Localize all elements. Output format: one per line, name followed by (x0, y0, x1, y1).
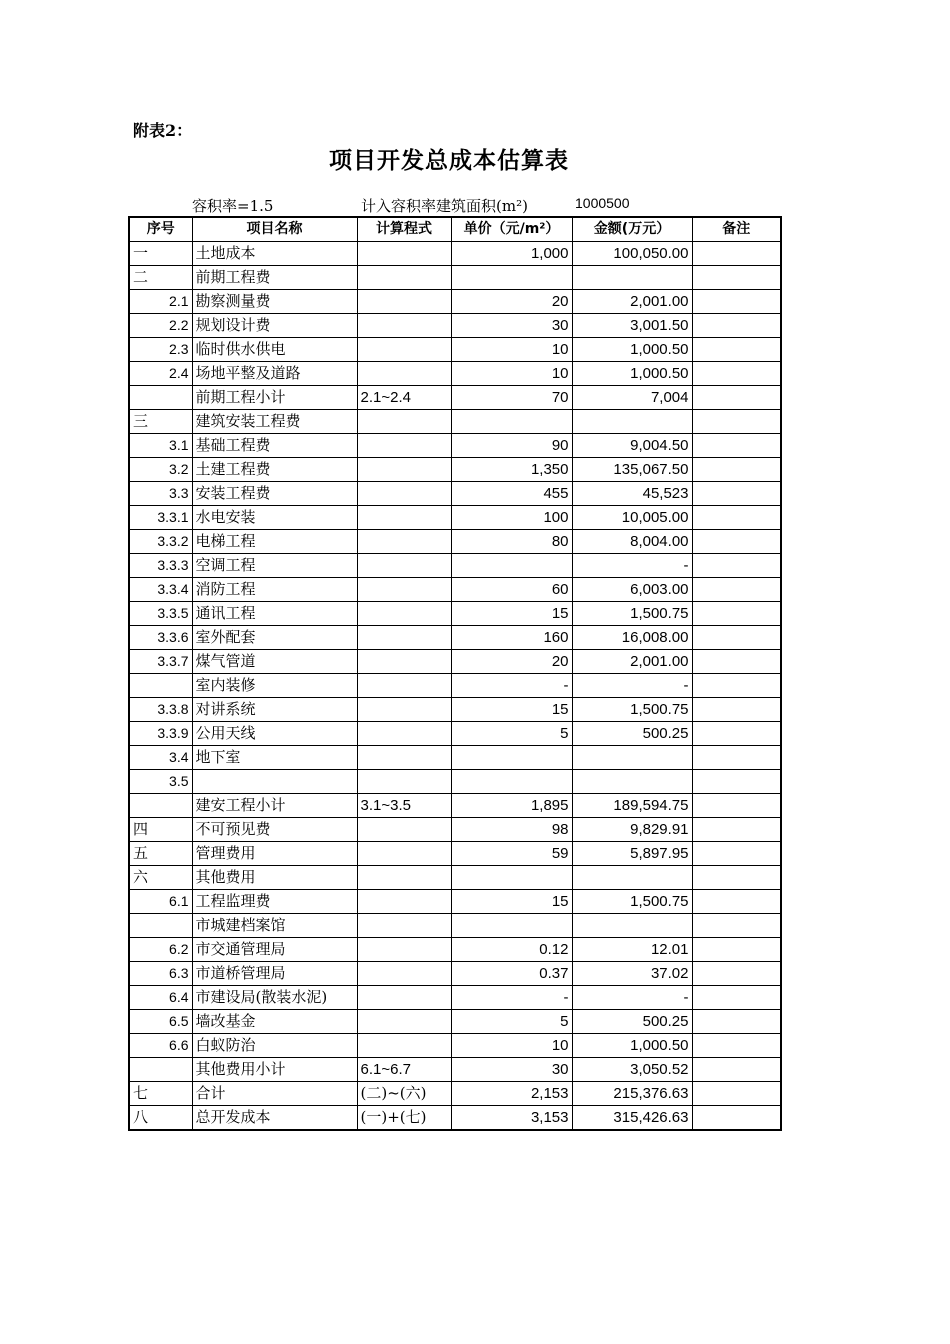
cell-formula (357, 986, 451, 1010)
cell-note (692, 722, 781, 746)
table-row (129, 866, 781, 890)
cell-name: 市道桥管理局 (192, 962, 357, 986)
cell-note (692, 482, 781, 506)
cell-formula (357, 290, 451, 314)
cell-amount: 1,000.50 (572, 338, 692, 362)
cell-note (692, 890, 781, 914)
cell-unit-price: 5 (451, 722, 572, 746)
cell-amount: 315,426.63 (572, 1106, 692, 1131)
table-row (129, 770, 781, 794)
cell-note (692, 266, 781, 290)
table-row (129, 410, 781, 434)
cell-note (692, 746, 781, 770)
cell-name: 公用天线 (192, 722, 357, 746)
cell-unit-price: 100 (451, 506, 572, 530)
cell-seq: 3.3.1 (129, 506, 192, 530)
cell-formula: 3.1~3.5 (357, 794, 451, 818)
cell-note (692, 1010, 781, 1034)
cell-seq: 3.3.6 (129, 626, 192, 650)
cell-amount (572, 746, 692, 770)
cell-name: 前期工程费 (192, 266, 357, 290)
cell-unit-price: 90 (451, 434, 572, 458)
cell-name: 市交通管理局 (192, 938, 357, 962)
cell-name: 前期工程小计 (192, 386, 357, 410)
cell-name: 建安工程小计 (192, 794, 357, 818)
cell-name: 安装工程费 (192, 482, 357, 506)
table-row (129, 266, 781, 290)
page-title: 项目开发总成本估算表 (329, 147, 569, 174)
cell-amount: 1,000.50 (572, 362, 692, 386)
cell-note (692, 314, 781, 338)
cell-formula (357, 1010, 451, 1034)
cell-formula (357, 914, 451, 938)
cell-name: 墙改基金 (192, 1010, 357, 1034)
cell-seq: 七 (129, 1082, 192, 1106)
header-unit-price: 单价（元/m²） (451, 217, 572, 242)
cell-unit-price: 15 (451, 890, 572, 914)
cell-name: 规划设计费 (192, 314, 357, 338)
cell-note (692, 554, 781, 578)
table-row (129, 578, 781, 602)
cell-amount: 45,523 (572, 482, 692, 506)
cell-amount: - (572, 554, 692, 578)
appendix-label: 附表2： (133, 121, 193, 140)
cell-unit-price: 1,895 (451, 794, 572, 818)
cell-unit-price: 98 (451, 818, 572, 842)
cell-note (692, 1058, 781, 1082)
cell-unit-price: 59 (451, 842, 572, 866)
cell-seq: 3.3.3 (129, 554, 192, 578)
cell-formula (357, 770, 451, 794)
cell-unit-price: 30 (451, 1058, 572, 1082)
cell-seq: 3.3.5 (129, 602, 192, 626)
cell-formula (357, 866, 451, 890)
cell-unit-price: 70 (451, 386, 572, 410)
cell-name: 电梯工程 (192, 530, 357, 554)
cell-formula (357, 674, 451, 698)
cell-seq: 八 (129, 1106, 192, 1131)
cell-unit-price: 30 (451, 314, 572, 338)
cell-formula (357, 242, 451, 266)
table-row (129, 890, 781, 914)
cell-seq: 3.3.8 (129, 698, 192, 722)
header-amount: 金额(万元） (572, 217, 692, 242)
cell-amount: 500.25 (572, 722, 692, 746)
cell-name: 空调工程 (192, 554, 357, 578)
cell-name (192, 770, 357, 794)
cell-note (692, 818, 781, 842)
table-row (129, 1082, 781, 1106)
cell-name: 其他费用小计 (192, 1058, 357, 1082)
cell-seq: 3.3.4 (129, 578, 192, 602)
cell-name: 室外配套 (192, 626, 357, 650)
cell-amount: 189,594.75 (572, 794, 692, 818)
cell-formula: (一)+(七) (357, 1106, 451, 1131)
table-row (129, 842, 781, 866)
header-seq: 序号 (129, 217, 192, 242)
cell-seq (129, 386, 192, 410)
cell-formula (357, 650, 451, 674)
cell-formula (357, 482, 451, 506)
cell-name: 土地成本 (192, 242, 357, 266)
cell-formula (357, 362, 451, 386)
cell-amount: 2,001.00 (572, 650, 692, 674)
cell-name: 白蚁防治 (192, 1034, 357, 1058)
cell-unit-price (451, 770, 572, 794)
cell-note (692, 506, 781, 530)
cell-note (692, 290, 781, 314)
header-note: 备注 (692, 217, 781, 242)
cell-unit-price: 20 (451, 650, 572, 674)
cell-amount: 9,829.91 (572, 818, 692, 842)
cell-name: 水电安装 (192, 506, 357, 530)
cell-seq: 一 (129, 242, 192, 266)
cell-unit-price: 5 (451, 1010, 572, 1034)
cell-note (692, 914, 781, 938)
gfa-label: 计入容积率建筑面积(m²) (361, 197, 528, 215)
table-row (129, 794, 781, 818)
cell-name: 合计 (192, 1082, 357, 1106)
cell-amount: 1,500.75 (572, 602, 692, 626)
plot-ratio: 容积率=1.5 (192, 197, 274, 215)
table-row (129, 362, 781, 386)
cell-seq: 3.2 (129, 458, 192, 482)
cell-amount: 1,000.50 (572, 1034, 692, 1058)
cell-formula: 6.1~6.7 (357, 1058, 451, 1082)
cell-seq: 2.4 (129, 362, 192, 386)
cell-name: 工程监理费 (192, 890, 357, 914)
cell-name: 场地平整及道路 (192, 362, 357, 386)
cell-amount: 37.02 (572, 962, 692, 986)
table-row (129, 506, 781, 530)
cell-seq: 6.1 (129, 890, 192, 914)
cell-formula: 2.1~2.4 (357, 386, 451, 410)
cell-note (692, 1034, 781, 1058)
cell-seq: 6.5 (129, 1010, 192, 1034)
cell-amount: 8,004.00 (572, 530, 692, 554)
cell-seq (129, 914, 192, 938)
cell-note (692, 650, 781, 674)
cell-name: 消防工程 (192, 578, 357, 602)
cell-note (692, 866, 781, 890)
cell-seq: 二 (129, 266, 192, 290)
cell-note (692, 626, 781, 650)
cell-amount: - (572, 674, 692, 698)
cell-amount: 2,001.00 (572, 290, 692, 314)
cell-amount (572, 410, 692, 434)
cell-amount: - (572, 986, 692, 1010)
cell-note (692, 698, 781, 722)
cell-seq: 6.3 (129, 962, 192, 986)
cell-seq (129, 1058, 192, 1082)
table-row (129, 1010, 781, 1034)
cell-unit-price (451, 266, 572, 290)
cell-formula (357, 842, 451, 866)
cell-amount: 10,005.00 (572, 506, 692, 530)
cell-note (692, 842, 781, 866)
table-row (129, 626, 781, 650)
cell-name: 市建设局(散装水泥) (192, 986, 357, 1010)
cell-unit-price: 60 (451, 578, 572, 602)
cell-name: 基础工程费 (192, 434, 357, 458)
table-row (129, 338, 781, 362)
table-row (129, 554, 781, 578)
table-row (129, 482, 781, 506)
cell-unit-price: 10 (451, 338, 572, 362)
table-header-row (129, 217, 781, 242)
cell-seq: 3.3.9 (129, 722, 192, 746)
table-row (129, 290, 781, 314)
cell-name: 地下室 (192, 746, 357, 770)
cell-seq: 三 (129, 410, 192, 434)
table-row (129, 530, 781, 554)
cell-formula (357, 554, 451, 578)
cell-formula (357, 602, 451, 626)
table-row (129, 914, 781, 938)
cell-unit-price: 80 (451, 530, 572, 554)
cell-formula (357, 530, 451, 554)
cell-name: 管理费用 (192, 842, 357, 866)
cell-note (692, 986, 781, 1010)
cell-name: 勘察测量费 (192, 290, 357, 314)
cell-name: 其他费用 (192, 866, 357, 890)
cell-amount: 1,500.75 (572, 698, 692, 722)
cell-amount: 5,897.95 (572, 842, 692, 866)
cell-unit-price: 15 (451, 602, 572, 626)
cell-name: 通讯工程 (192, 602, 357, 626)
cell-unit-price: - (451, 986, 572, 1010)
cell-note (692, 1082, 781, 1106)
cell-note (692, 794, 781, 818)
cell-seq: 3.3.7 (129, 650, 192, 674)
cell-seq: 2.3 (129, 338, 192, 362)
cell-name: 室内装修 (192, 674, 357, 698)
cell-formula (357, 962, 451, 986)
cell-formula (357, 890, 451, 914)
cell-amount (572, 914, 692, 938)
cell-unit-price (451, 554, 572, 578)
cell-unit-price: 10 (451, 362, 572, 386)
cell-formula (357, 266, 451, 290)
cell-unit-price: 3,153 (451, 1106, 572, 1131)
cell-name: 对讲系统 (192, 698, 357, 722)
cell-name: 不可预见费 (192, 818, 357, 842)
cell-seq: 3.1 (129, 434, 192, 458)
cell-seq: 6.2 (129, 938, 192, 962)
cell-note (692, 338, 781, 362)
cell-seq (129, 794, 192, 818)
cell-formula (357, 1034, 451, 1058)
cell-unit-price: 10 (451, 1034, 572, 1058)
cell-formula (357, 434, 451, 458)
cell-note (692, 938, 781, 962)
cell-seq: 3.4 (129, 746, 192, 770)
cell-seq: 六 (129, 866, 192, 890)
table-row (129, 1106, 781, 1131)
cell-seq: 2.1 (129, 290, 192, 314)
cell-amount: 3,001.50 (572, 314, 692, 338)
cell-note (692, 458, 781, 482)
cell-unit-price (451, 746, 572, 770)
cell-note (692, 362, 781, 386)
table-row (129, 314, 781, 338)
cell-amount: 100,050.00 (572, 242, 692, 266)
table-row (129, 698, 781, 722)
cell-note (692, 962, 781, 986)
cell-unit-price: 455 (451, 482, 572, 506)
table-row (129, 746, 781, 770)
cell-amount: 1,500.75 (572, 890, 692, 914)
cell-amount: 500.25 (572, 1010, 692, 1034)
cell-note (692, 674, 781, 698)
table-row (129, 1034, 781, 1058)
cell-note (692, 242, 781, 266)
cell-name: 总开发成本 (192, 1106, 357, 1131)
cell-formula: (二)~(六) (357, 1082, 451, 1106)
cell-formula (357, 818, 451, 842)
table-row (129, 1058, 781, 1082)
cell-seq (129, 674, 192, 698)
cell-seq: 3.3 (129, 482, 192, 506)
cell-amount: 16,008.00 (572, 626, 692, 650)
cell-note (692, 386, 781, 410)
cell-amount: 215,376.63 (572, 1082, 692, 1106)
cell-seq: 2.2 (129, 314, 192, 338)
cell-formula (357, 314, 451, 338)
cell-amount (572, 266, 692, 290)
table-row (129, 650, 781, 674)
table-row (129, 938, 781, 962)
cell-seq: 四 (129, 818, 192, 842)
table-body (129, 242, 781, 1131)
cell-unit-price: 0.12 (451, 938, 572, 962)
cell-note (692, 578, 781, 602)
cell-amount: 135,067.50 (572, 458, 692, 482)
cell-unit-price: 2,153 (451, 1082, 572, 1106)
cell-unit-price: 15 (451, 698, 572, 722)
cell-name: 临时供水供电 (192, 338, 357, 362)
cell-formula (357, 578, 451, 602)
cell-amount (572, 866, 692, 890)
cell-name: 建筑安装工程费 (192, 410, 357, 434)
cell-note (692, 530, 781, 554)
cell-formula (357, 938, 451, 962)
cell-amount: 9,004.50 (572, 434, 692, 458)
cell-seq: 6.4 (129, 986, 192, 1010)
cell-note (692, 770, 781, 794)
cell-seq: 6.6 (129, 1034, 192, 1058)
cell-unit-price: 1,350 (451, 458, 572, 482)
cell-formula (357, 410, 451, 434)
cell-unit-price (451, 866, 572, 890)
table-row (129, 602, 781, 626)
cell-name: 土建工程费 (192, 458, 357, 482)
cell-formula (357, 746, 451, 770)
cell-unit-price: 160 (451, 626, 572, 650)
gfa-value: 1000500 (575, 195, 630, 211)
cell-formula (357, 722, 451, 746)
cell-amount (572, 770, 692, 794)
cell-name: 市城建档案馆 (192, 914, 357, 938)
table-row (129, 386, 781, 410)
cell-seq: 五 (129, 842, 192, 866)
cell-unit-price: 0.37 (451, 962, 572, 986)
table-row (129, 674, 781, 698)
cell-seq: 3.3.2 (129, 530, 192, 554)
cell-note (692, 1106, 781, 1131)
cell-name: 煤气管道 (192, 650, 357, 674)
cell-amount: 7,004 (572, 386, 692, 410)
table-row (129, 722, 781, 746)
cell-unit-price: 20 (451, 290, 572, 314)
table-row (129, 458, 781, 482)
cell-amount: 6,003.00 (572, 578, 692, 602)
cell-unit-price (451, 914, 572, 938)
cell-formula (357, 626, 451, 650)
cell-seq: 3.5 (129, 770, 192, 794)
table-row (129, 986, 781, 1010)
table-row (129, 434, 781, 458)
cost-estimate-table (128, 216, 782, 1131)
cell-note (692, 434, 781, 458)
table-row (129, 818, 781, 842)
cell-unit-price: - (451, 674, 572, 698)
table-row (129, 242, 781, 266)
cell-note (692, 410, 781, 434)
cell-amount: 3,050.52 (572, 1058, 692, 1082)
cell-unit-price (451, 410, 572, 434)
table-row (129, 962, 781, 986)
cell-amount: 12.01 (572, 938, 692, 962)
cell-formula (357, 338, 451, 362)
header-name: 项目名称 (192, 217, 357, 242)
header-formula: 计算程式 (357, 217, 451, 242)
cell-formula (357, 506, 451, 530)
cell-note (692, 602, 781, 626)
cell-unit-price: 1,000 (451, 242, 572, 266)
cell-formula (357, 698, 451, 722)
cell-formula (357, 458, 451, 482)
